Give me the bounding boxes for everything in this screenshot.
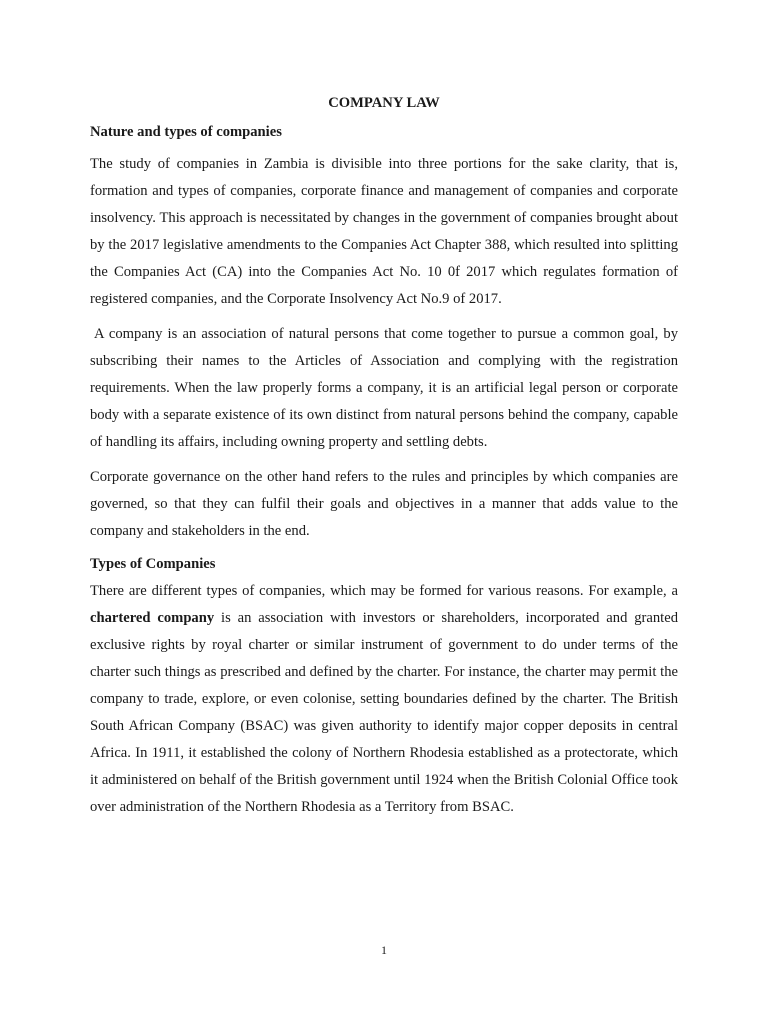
section-heading-nature: Nature and types of companies	[90, 124, 282, 140]
paragraph-types-of-companies	[90, 578, 678, 821]
document-page	[90, 92, 678, 829]
page-number: 1	[381, 943, 387, 957]
paragraph-types-text-2: is an association with investors or shareholders, incorporated and granted exclusive rights by royal charter or similar instrument of government to do under terms of the charter such things as prescribed and defined by the charter. For instance, the charter may permit the company to trade, explore, or even colonise, setting boundaries defined by the charter. The British South African Company (BSAC) was given authority to identify major copper deposits in central Africa. In 1911, it established the colony of Northern Rhodesia established as a protectorate, which it administered on behalf of the British government until 1924 when the British Colonial Office took over administration of the Northern Rhodesia as a Territory from BSAC.	[90, 610, 678, 815]
section-heading-types: Types of Companies	[90, 556, 216, 572]
chartered-company-term: chartered company	[90, 610, 215, 626]
paragraph-corporate-governance: Corporate governance on the other hand refers to the rules and principles by which companies are governed, so that they can fulfil their goals and objectives in a manner that adds value to the company and stakeholders in the end.	[90, 469, 678, 539]
paragraph-study-of-companies: The study of companies in Zambia is divisible into three portions for the sake clarity, that is, formation and types of companies, corporate finance and management of companies and corporate insolvency. This approach is necessitated by changes in the government of companies brought about by the 2017 legislative amendments to the Companies Act Chapter 388, which resulted into splitting the Companies Act (CA) into the Companies Act No. 10 0f 2017 which regulates formation of registered companies, and the Corporate Insolvency Act No.9 of 2017.	[90, 156, 678, 307]
document-title: COMPANY LAW	[328, 95, 440, 111]
paragraph-company-definition: A company is an association of natural persons that come together to pursue a common goal, by subscribing their names to the Articles of Association and complying with the registration requirements. When the law properly forms a company, it is an artificial legal person or corporate body with a separate existence of its own distinct from natural persons behind the company, capable of handling its affairs, including owning property and settling debts.	[90, 326, 678, 450]
paragraph-types-text-1: There are different types of companies, which may be formed for various reasons. For example, a	[90, 583, 678, 599]
